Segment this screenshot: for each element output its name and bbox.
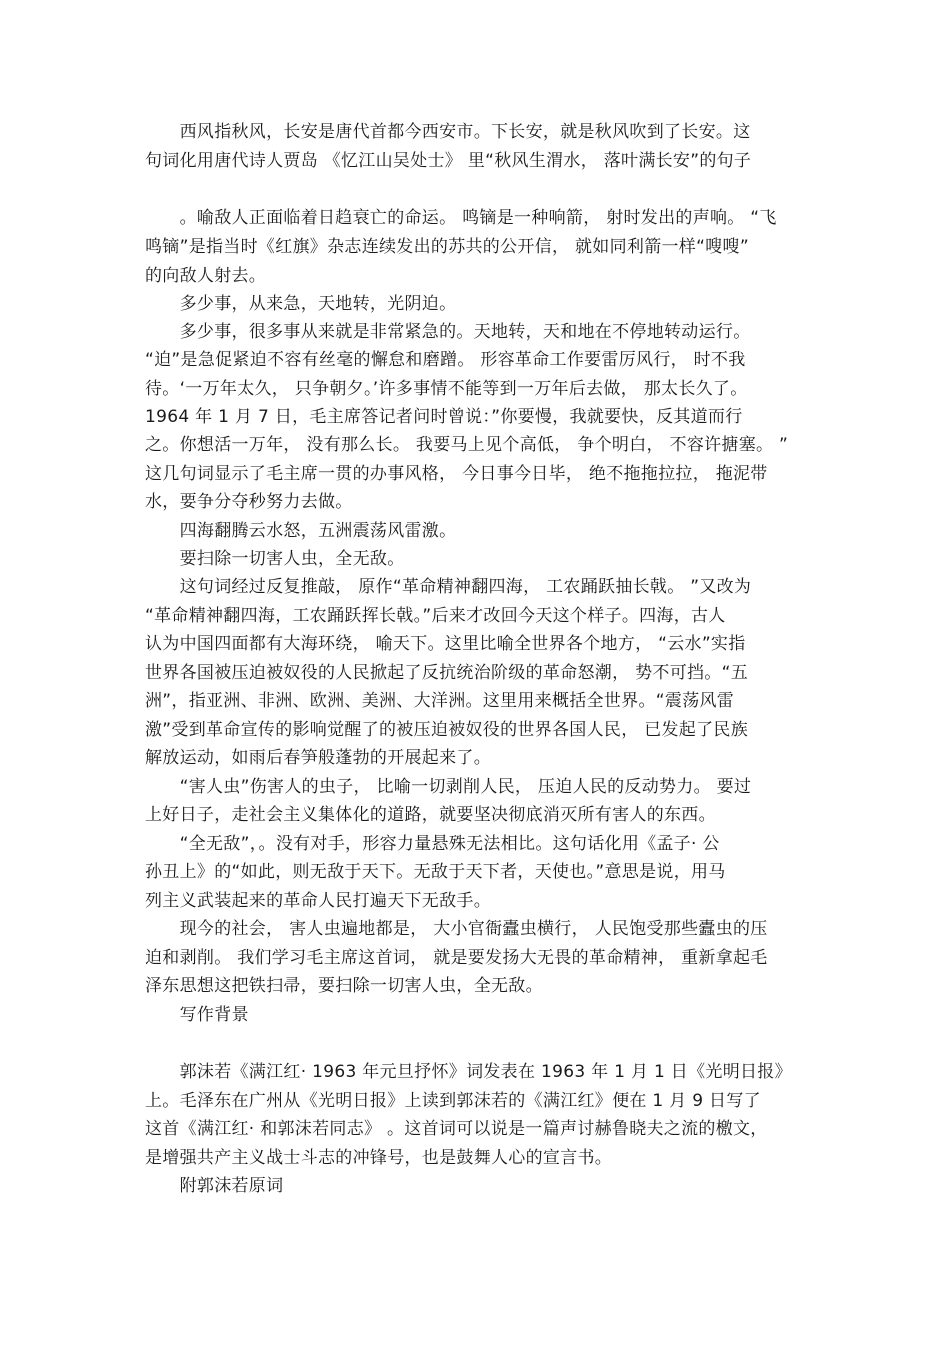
text-line: 附郭沫若原词 — [145, 1176, 284, 1196]
text-line: 。喻敌人正面临着日趋衰亡的命运。 鸣镝是一种响箭， 射时发出的声响。 “飞 — [145, 208, 777, 228]
text-line: 是增强共产主义战士斗志的冲锋号，也是鼓舞人心的宣言书。 — [145, 1148, 613, 1168]
text-line: 这几句词显示了毛主席一贯的办事风格， 今日事今日毕， 绝不拖拖拉拉， 拖泥带 — [145, 464, 768, 484]
text-line: 待。‘一万年太久， 只争朝夕。’许多事情不能等到一万年后去做， 那太长久了。 — [145, 379, 748, 399]
text-line: 激”受到革命宣传的影响觉醒了的被压迫被奴役的世界各国人民， 已发起了民族 — [145, 720, 749, 740]
text-line: 这首《满江红· 和郭沫若同志》 。这首词可以说是一篇声讨赫鲁晓夫之流的檄文， — [145, 1119, 768, 1139]
text-line: 迫和剥削。 我们学习毛主席这首词， 就是要发扬大无畏的革命精神， 重新拿起毛 — [145, 948, 768, 968]
text-line: 四海翻腾云水怒，五洲震荡风雷激。 — [145, 521, 457, 541]
text-line: 洲”，指亚洲、非洲、欧洲、美洲、大洋洲。这里用来概括全世界。“震荡风雷 — [145, 691, 735, 711]
text-line: 上好日子，走社会主义集体化的道路，就要坚决彻底消灭所有害人的东西。 — [145, 805, 716, 825]
text-line: 要扫除一切害人虫，全无敌。 — [145, 549, 405, 569]
text-line: 解放运动，如雨后春笋般蓬勃的开展起来了。 — [145, 748, 491, 768]
text-line: 句词化用唐代诗人贾岛 《忆江山吴处士》 里“秋风生渭水， 落叶满长安”的句子 — [145, 151, 752, 171]
text-line: 认为中国四面都有大海环绕， 喻天下。这里比喻全世界各个地方， “云水”实指 — [145, 634, 746, 654]
text-line: 之。你想活一万年， 没有那么长。 我要马上见个高低， 争个明白， 不容许搪塞。 ” — [145, 435, 789, 455]
text-line: 多少事，很多事从来就是非常紧急的。天地转，天和地在不停地转动运行。 — [145, 322, 751, 342]
text-line: 水，要争分夺秒努力去做。 — [145, 492, 353, 512]
text-line: 西风指秋风，长安是唐代首都今西安市。下长安，就是秋风吹到了长安。这 — [145, 122, 751, 142]
text-line: 1964 年 1 月 7 日，毛主席答记者问时曾说：”你要慢，我就要快，反其道而行 — [145, 407, 743, 427]
text-line: 鸣镝”是指当时《红旗》杂志连续发出的苏共的公开信， 就如同利箭一样“嗖嗖” — [145, 237, 749, 257]
text-line: “革命精神翻四海，工农踊跃挥长戟。”后来才改回今天这个样子。四海，古人 — [145, 606, 726, 626]
text-line: 孙丑上》的“如此，则无敌于天下。无敌于天下者，天使也。”意思是说，用马 — [145, 862, 726, 882]
text-line: 多少事，从来急，天地转，光阴迫。 — [145, 294, 457, 314]
text-line: 世界各国被压迫被奴役的人民掀起了反抗统治阶级的革命怒潮， 势不可挡。“五 — [145, 663, 749, 683]
text-line: 郭沫若《满江红· 1963 年元旦抒怀》词发表在 1963 年 1 月 1 日《光明日报》 — [145, 1062, 792, 1082]
section-heading: 写作背景 — [145, 1005, 249, 1025]
text-line: “害人虫”伤害人的虫子， 比喻一切剥削人民， 压迫人民的反动势力。 要过 — [145, 777, 752, 797]
text-line: 现今的社会， 害人虫遍地都是， 大小官衙蠹虫横行， 人民饱受那些蠹虫的压 — [145, 919, 768, 939]
text-line: 上。毛泽东在广州从《光明日报》上读到郭沫若的《满江红》便在 1 月 9 日写了 — [145, 1091, 761, 1111]
text-line: 泽东思想这把铁扫帚，要扫除一切害人虫，全无敌。 — [145, 976, 543, 996]
text-line: 列主义武装起来的革命人民打遍天下无敌手。 — [145, 891, 491, 911]
text-line: 这句词经过反复推敲， 原作“革命精神翻四海， 工农踊跃抽长戟。 ”又改为 — [145, 577, 752, 597]
text-line: “全无敌”，。没有对手，形容力量悬殊无法相比。这句话化用《孟子· 公 — [145, 834, 720, 854]
text-line: “迫”是急促紧迫不容有丝毫的懈怠和磨蹭。 形容革命工作要雷厉风行， 时不我 — [145, 350, 746, 370]
text-line: 的向敌人射去。 — [145, 266, 267, 286]
